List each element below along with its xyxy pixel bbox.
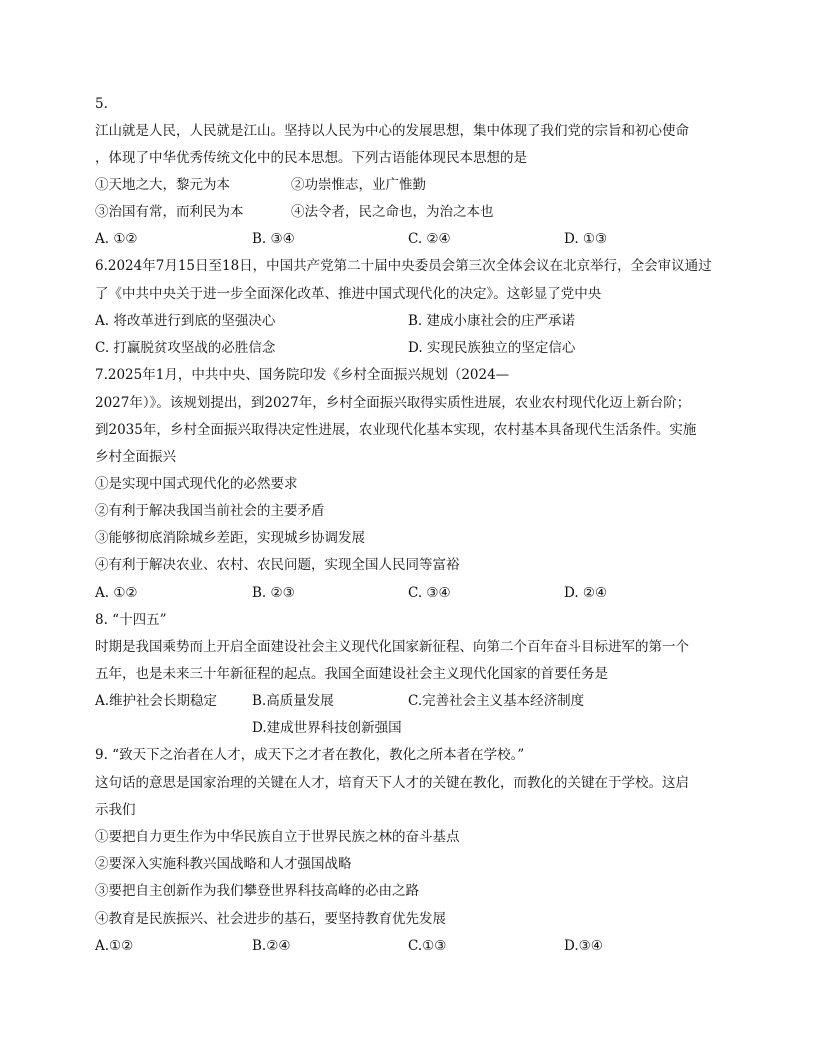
q6-stem-line2: 了《中共中央关于进一步全面深化改革、推进中国式现代化的决定》。这彰显了党中央 xyxy=(95,286,602,302)
q7-stem-line1: 7.2025年1月，中共中央、国务院印发《乡村全面振兴规划（2024— xyxy=(95,367,510,383)
q9-option-b: B.②④ xyxy=(252,938,291,954)
q5-number: 5. xyxy=(95,96,108,112)
q6-option-c: C. 打赢脱贫攻坚战的必胜信念 xyxy=(95,340,276,356)
q7-stem-line4: 乡村全面振兴 xyxy=(95,449,176,465)
q8-stem-line2: 时期是我国乘势而上开启全面建设社会主义现代化国家新征程、向第二个百年奋斗目标进军的第一个 xyxy=(95,639,689,655)
q6-option-b: B. 建成小康社会的庄严承诺 xyxy=(408,313,576,329)
q9-option-a: A.①② xyxy=(95,938,134,954)
q6-option-a: A. 将改革进行到底的坚强决心 xyxy=(95,313,276,329)
q7-option-b: B. ②③ xyxy=(252,585,295,601)
q8-option-b: B.高质量发展 xyxy=(252,693,334,709)
q8-option-a: A.维护社会长期稳定 xyxy=(95,693,218,709)
q9-stem-line2: 这句话的意思是国家治理的关键在人才，培育天下人才的关键在教化，而教化的关键在于学校。这启 xyxy=(95,775,689,791)
q7-option-d: D. ②④ xyxy=(564,585,608,601)
q9-option-d: D.③④ xyxy=(564,938,603,954)
q5-item3: ③治国有常，而利民为本 xyxy=(95,204,244,220)
q7-option-c: C. ③④ xyxy=(408,585,451,601)
q5-item4: ④法令者，民之命也，为治之本也 xyxy=(291,204,494,220)
q7-item4: ④有利于解决农业、农村、农民问题，实现全国人民同等富裕 xyxy=(95,557,460,573)
q7-option-a: A. ①② xyxy=(95,585,138,601)
q7-item3: ③能够彻底消除城乡差距，实现城乡协调发展 xyxy=(95,530,365,546)
q9-item2: ②要深入实施科教兴国战略和人才强国战略 xyxy=(95,856,352,872)
q5-item1: ①天地之大，黎元为本 xyxy=(95,177,230,193)
q9-item1: ①要把自力更生作为中华民族自立于世界民族之林的奋斗基点 xyxy=(95,829,460,845)
q8-option-c: C.完善社会主义基本经济制度 xyxy=(408,693,585,709)
q5-stem-line2: ，体现了中华优秀传统文化中的民本思想。下列古语能体现民本思想的是 xyxy=(95,150,527,166)
q9-item4: ④教育是民族振兴、社会进步的基石，要坚持教育优先发展 xyxy=(95,911,446,927)
q6-stem-line1: 6.2024年7月15日至18日，中国共产党第二十届中央委员会第三次全体会议在北京举行，全会审议通过 xyxy=(95,258,712,274)
q5-item2: ②功崇惟志，业广惟勤 xyxy=(291,177,426,193)
q7-stem-line2: 2027年）》。该规划提出，到2027年，乡村全面振兴取得实质性进展，农业农村现代化迈上新台阶； xyxy=(95,395,691,411)
q7-item2: ②有利于解决我国当前社会的主要矛盾 xyxy=(95,503,325,519)
q6-option-d: D. 实现民族独立的坚定信心 xyxy=(408,340,576,356)
q5-option-b: B. ③④ xyxy=(252,231,295,247)
q5-option-d: D. ①③ xyxy=(564,231,608,247)
q8-stem-line3: 五年，也是未来三十年新征程的起点。我国全面建设社会主义现代化国家的首要任务是 xyxy=(95,666,608,682)
q8-stem-line1: 8. “十四五” xyxy=(95,612,167,628)
q7-item1: ①是实现中国式现代化的必然要求 xyxy=(95,476,298,492)
q9-option-c: C.①③ xyxy=(408,938,447,954)
q5-option-c: C. ②④ xyxy=(408,231,451,247)
q9-stem-line1: 9. “致天下之治者在人才，成天下之才者在教化，教化之所本者在学校。” xyxy=(95,747,525,763)
q9-item3: ③要把自主创新作为我们攀登世界科技高峰的必由之路 xyxy=(95,883,419,899)
q8-option-d: D.建成世界科技创新强国 xyxy=(252,720,402,736)
q5-option-a: A. ①② xyxy=(95,231,138,247)
q5-stem-line1: 江山就是人民，人民就是江山。坚持以人民为中心的发展思想，集中体现了我们党的宗旨和初心使命 xyxy=(95,123,689,139)
q7-stem-line3: 到2035年，乡村全面振兴取得决定性进展，农业现代化基本实现，农村基本具备现代生活条件。实施 xyxy=(95,422,697,438)
q9-stem-line3: 示我们 xyxy=(95,802,136,818)
